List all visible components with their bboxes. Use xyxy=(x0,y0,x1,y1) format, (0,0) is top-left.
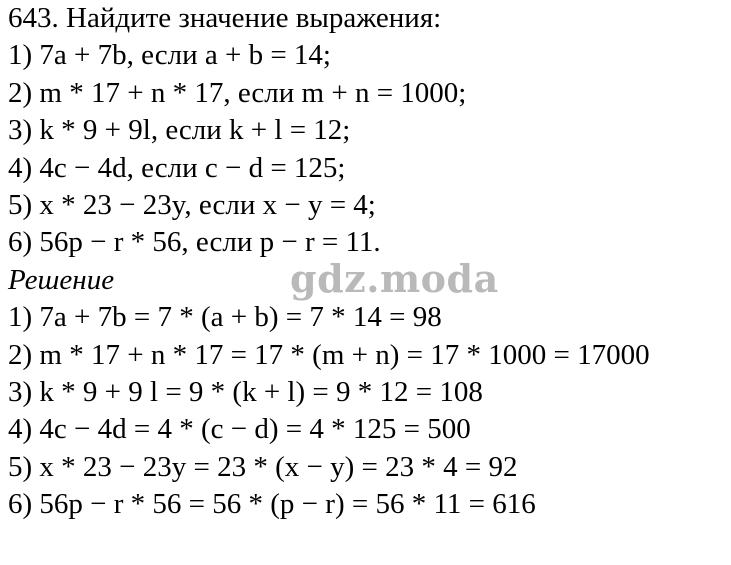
task-title: 643. Найдите значение выражения: xyxy=(8,2,442,34)
solution-heading: Решение xyxy=(8,263,115,296)
task-item-6: 6) 56p − r * 56, если p − r = 11. xyxy=(8,226,381,259)
solution-line-1: 1) 7a + 7b = 7 * (a + b) = 7 * 14 = 98 xyxy=(8,301,442,334)
solution-line-5: 5) x * 23 − 23y = 23 * (x − y) = 23 * 4 = 92 xyxy=(8,450,518,483)
task-item-3: 3) k * 9 + 9l, если k + l = 12; xyxy=(8,114,351,147)
task-item-4: 4) 4c − 4d, если c − d = 125; xyxy=(8,151,346,184)
watermark-text: gdz.moda xyxy=(290,256,499,301)
solution-line-2: 2) m * 17 + n * 17 = 17 * (m + n) = 17 * 1000 = 17000 xyxy=(8,338,650,371)
task-item-1: 1) 7a + 7b, если a + b = 14; xyxy=(8,39,331,72)
exercise-page xyxy=(8,0,728,524)
solution-line-4: 4) 4c − 4d = 4 * (c − d) = 4 * 125 = 500 xyxy=(8,413,471,446)
solution-line-6: 6) 56p − r * 56 = 56 * (p − r) = 56 * 11 = 616 xyxy=(8,488,536,521)
solution-line-3: 3) k * 9 + 9 l = 9 * (k + l) = 9 * 12 = 108 xyxy=(8,376,483,409)
task-item-2: 2) m * 17 + n * 17, если m + n = 1000; xyxy=(8,76,467,109)
task-item-5: 5) x * 23 − 23y, если x − y = 4; xyxy=(8,189,376,222)
